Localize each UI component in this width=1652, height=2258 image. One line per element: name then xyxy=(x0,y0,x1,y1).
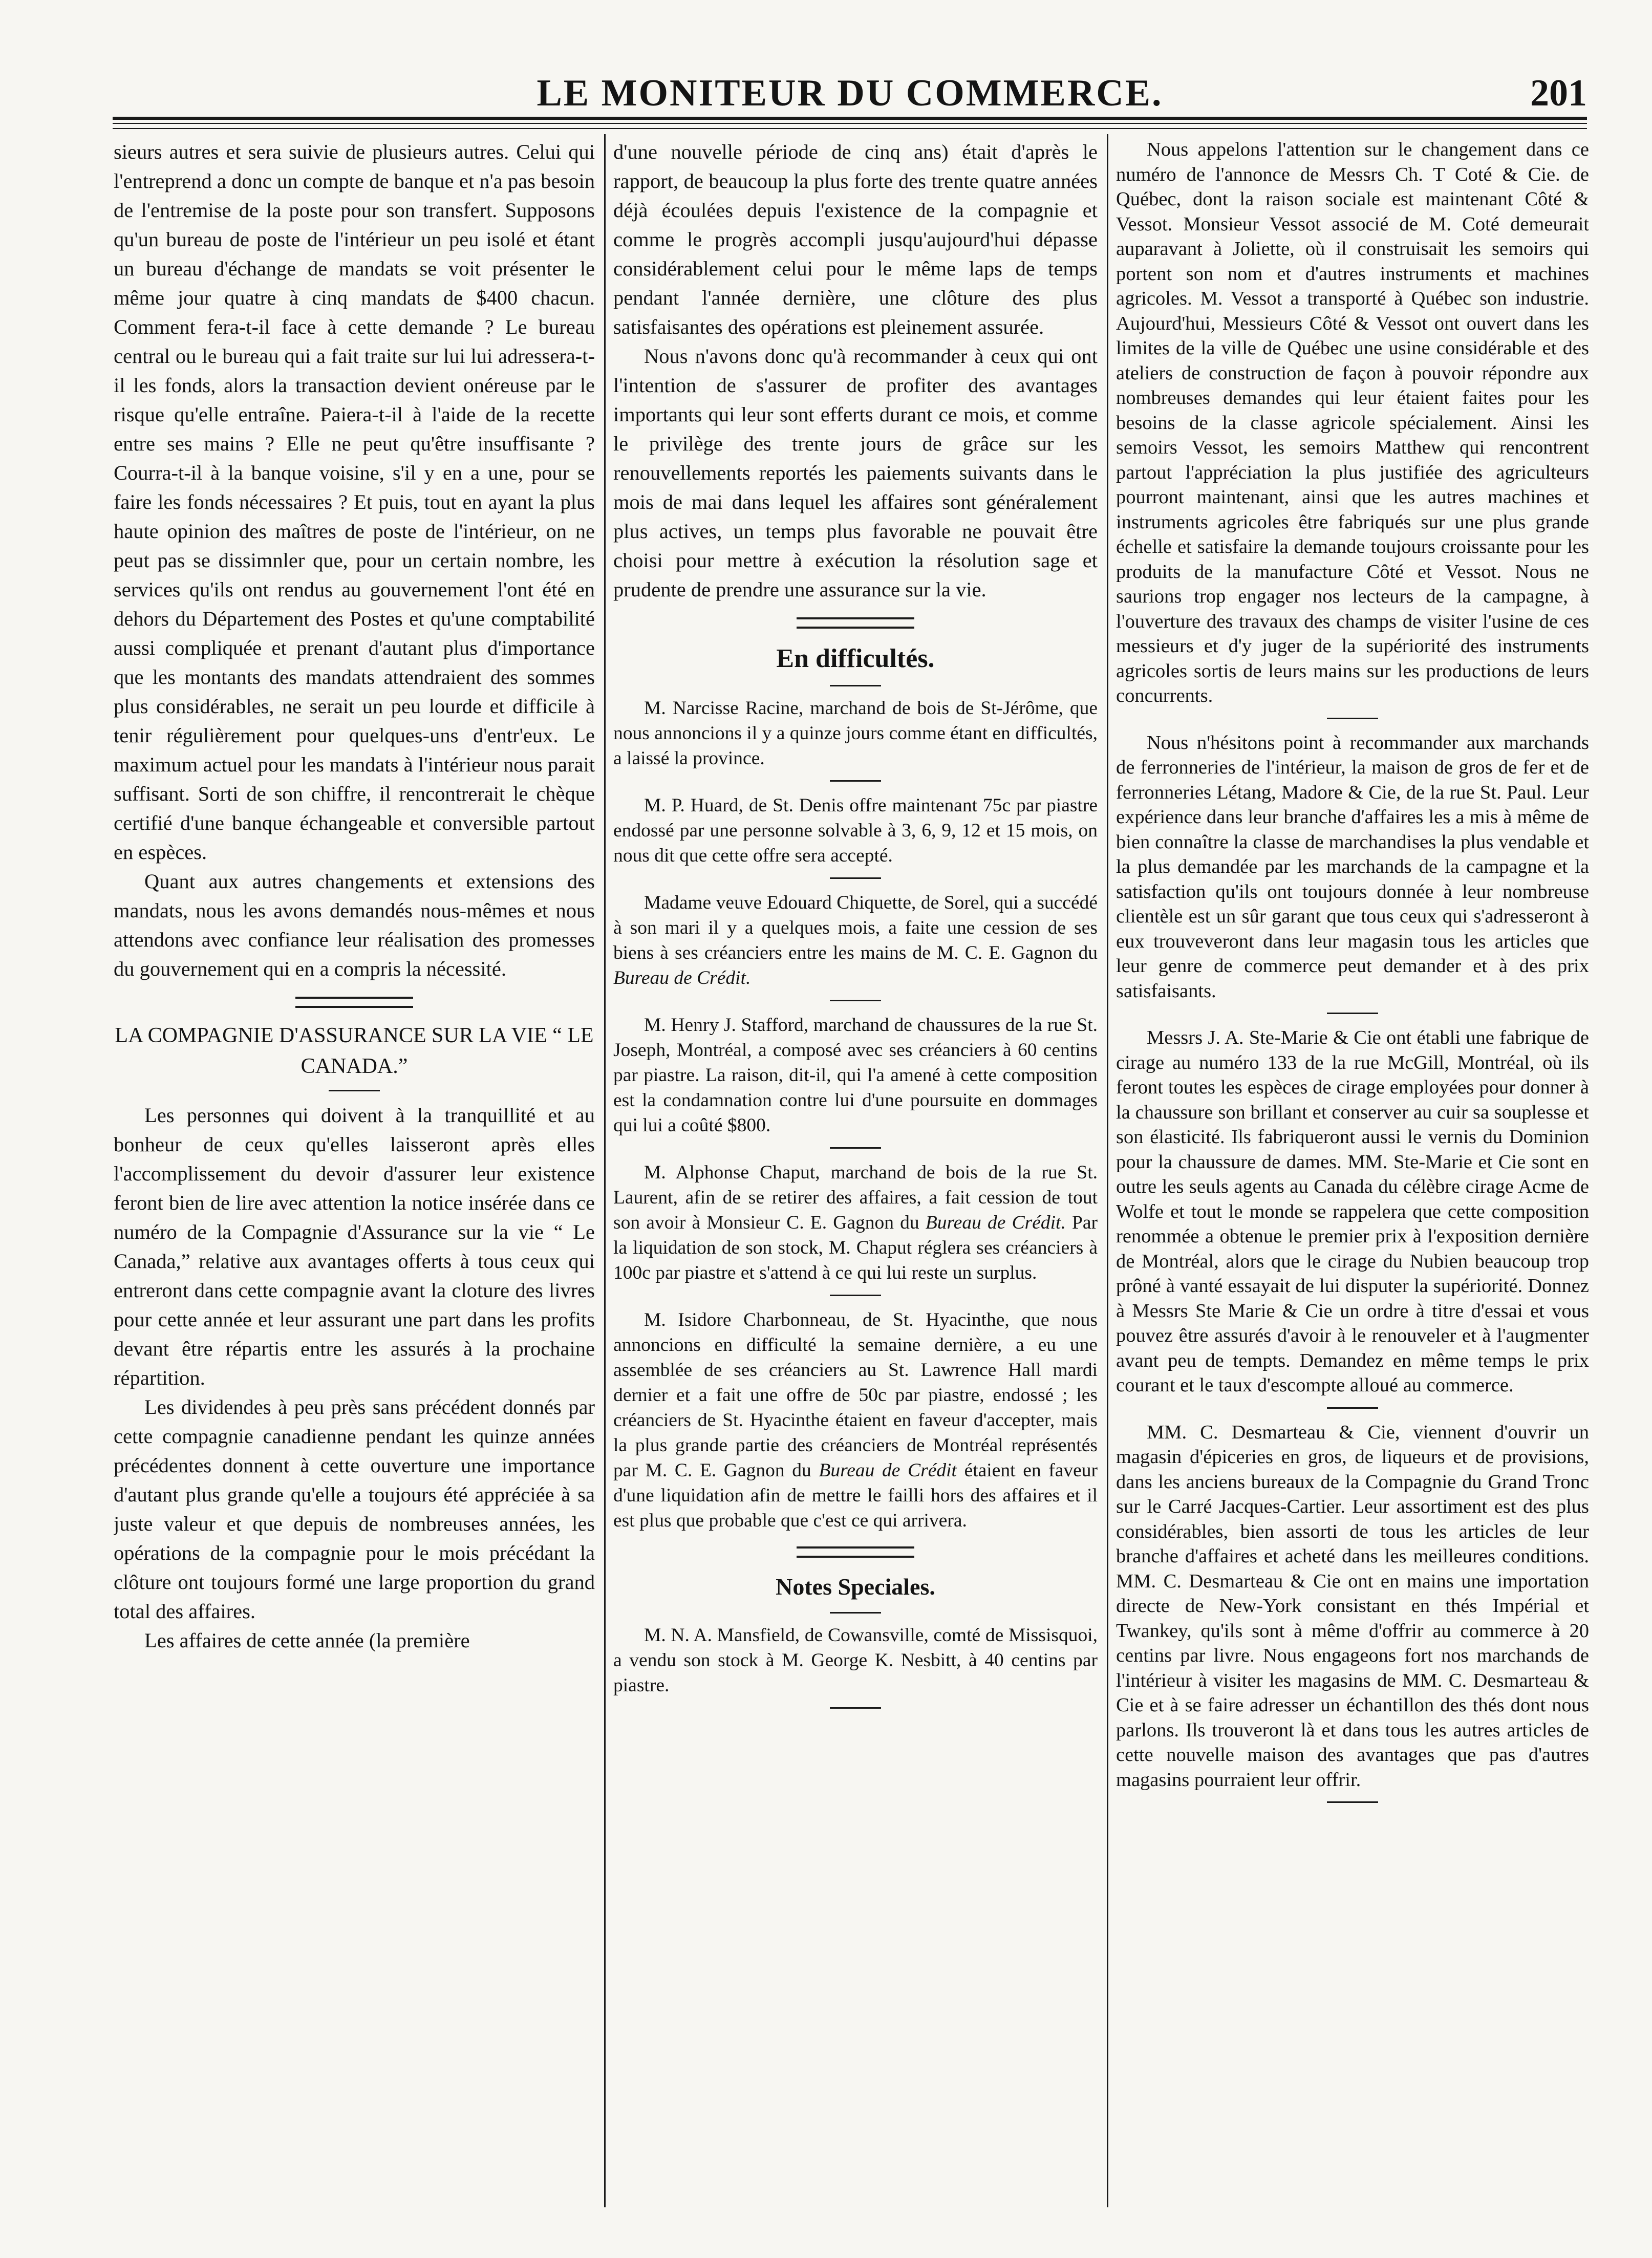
news-item xyxy=(613,1160,1098,1285)
news-item: M. P. Huard, de St. Denis offre maintenant 75c par piastre endossé par une personne solvable à 3, 6, 9, 12 et 15 mois, on nous dit que cette offre sera accepté. xyxy=(613,795,1098,866)
item-rule xyxy=(1327,1801,1378,1803)
paragraph: Les personnes qui doivent à la tranquillité et au bonheur de ceux qu'elles laisseront après elles l'accomplissement du devoir d'assurer leur existence feront bien de lire avec attention la notice insérée dans ce numéro de la Compagnie d'Assurance sur la vie “ Le Canada,” relative aux avantages offerts à tous ceux qui entreront dans cette compagnie avant la cloture des livres pour cette année et leur assurant une part dans les profits devant être répartis entre les assurés à la prochaine répartition. xyxy=(114,1104,595,1389)
paragraph: Les dividendes à peu près sans précédent donnés par cette compagnie canadienne pendant les quinze années précédentes donnent à cette ouverture une importance d'autant plus grande qu'elle a toujours été appréciée à sa juste valeur et que depuis de nombreuses années, les opérations de la compagnie pour le mois précédant la clôture ont toujours formé une large proportion du grand total des affaires. xyxy=(114,1395,595,1623)
news-text: Madame veuve Edouard Chiquette, de Sorel, qui a succédé à son mari il y a quelques mois, a faite une cession de ses biens à ses créanciers entre les mains de M. C. E. Gagnon du xyxy=(613,892,1098,963)
section-heading-difficultes: En difficultés. xyxy=(776,644,935,673)
heading-rule xyxy=(830,685,881,686)
news-text: M. Isidore Charbonneau, de St. Hyacinthe, que nous annoncions en difficulté la semaine dernière, a eu une assemblée de ses créanciers au St. Lawrence Hall mardi dernier et a fait une offre de 50c par piastre, endossé ; les créanciers de St. Hyacinthe étaient en faveur d'accepter, mais la plus grande partie des créanciers de Montréal représentés par M. C. E. Gagnon du xyxy=(613,1309,1098,1481)
item-rule xyxy=(1327,718,1378,719)
item-rule xyxy=(830,780,881,782)
item-rule xyxy=(1327,1013,1378,1014)
newspaper-title: LE MONITEUR DU COMMERCE. xyxy=(537,72,1163,114)
column-divider-1 xyxy=(604,134,606,2207)
news-text: M. Alphonse Chaput, marchand de bois de la rue St. Laurent, afin de se retirer des affaires, a fait cession de tout son avoir à Monsieur C. E. Gagnon du xyxy=(613,1162,1098,1233)
news-item xyxy=(613,890,1098,991)
publication-name: Bureau de Crédit. xyxy=(613,967,751,988)
news-text: Par la liquidation de son stock, M. Chaput réglera ses créanciers à 100c par piastre et s'attend à ce qui lui reste un surplus. xyxy=(613,1212,1098,1283)
notice: Messrs J. A. Ste-Marie & Cie ont établi une fabrique de cirage au numéro 133 de la rue McGill, Montréal, où ils feront toutes les espèces de cirage employées pour donner à la chaussure son brillant et conserver au cuir sa souplesse et son élasticité. Ils fabriqueront aussi le vernis du Dominion pour la chaussure de dames. MM. Ste-Marie et Cie sont en outre les seuls agents au Canada du célèbre cirage Acme de Wolfe et tout le monde se rappelera que cette composition renommée a obtenue le premier prix à l'exposition dernière de Montréal, alors que le cirage du Nubien beaucoup trop prôné à vanté essayait de lui disputer la supériorité. Donnez à Messrs Ste Marie & Cie un ordre à titre d'essai et vous pouvez être assurés d'avoir à le renouveler et à l'augmenter avant peu de tempts. Demandez en même temps le prix courant et le taux d'escompte alloué au commerce. xyxy=(1116,1027,1589,1396)
column-3 xyxy=(1116,137,1589,2216)
news-item: M. Narcisse Racine, marchand de bois de St-Jérôme, que nous annoncions il y a quinze jours comme étant en difficultés, a laissé la province. xyxy=(613,698,1098,769)
news-item xyxy=(613,1307,1098,1533)
item-rule xyxy=(1327,1407,1378,1409)
news-item: M. Henry J. Stafford, marchand de chaussures de la rue St. Joseph, Montréal, a composé avec ses créanciers à 60 centins par piastre. La raison, dit-il, qui l'a amené à cette composition est la condamnation contre lui d'une poursuite en dommages qui lui a coûté $800. xyxy=(613,1015,1098,1136)
notice: MM. C. Desmarteau & Cie, viennent d'ouvrir un magasin d'épiceries en gros, de liqueurs et de provisions, dans les anciens bureaux de la Compagnie du Grand Tronc sur le Carré Jacques-Cartier. Leur assortiment est des plus considérables, bien assorti de tous les articles de leur branche d'affaires et acheté dans les meilleures conditions. MM. C. Desmarteau & Cie ont en mains une importation directe de New-York consistant en thés Impérial et Twankey, qu'ils sont à même d'offrir au commerce à 20 centins par livre. Nous engageons fort nos marchands de l'intérieur à visiter les magasins de MM. C. Desmarteau & Cie et à se faire adresser un échantillon des thés dont nous parlons. Ils trouveront là et dans tous les autres articles de cette nouvelle maison des avantages que pas d'autres magasins pourraient leur offrir. xyxy=(1116,1421,1589,1791)
column-2 xyxy=(613,137,1098,2216)
item-rule xyxy=(830,877,881,879)
publication-name: Bureau de Crédit. xyxy=(925,1212,1066,1233)
article-heading: LA COMPAGNIE D'ASSURANCE SUR LA VIE “ LE CANADA.” xyxy=(115,1024,594,1078)
paragraph: Les affaires de cette année (la première xyxy=(144,1629,470,1652)
item-rule xyxy=(830,1707,881,1709)
item-rule xyxy=(830,1147,881,1149)
notice: Nous appelons l'attention sur le changement dans ce numéro de l'annonce de Messrs Ch. T Coté & Cie. de Québec, dont la raison sociale est maintenant Côté & Vessot. Monsieur Vessot associé de M. Coté demeurait auparavant à Joliette, où il construisait les semoirs qui portent son nom et d'autres instruments et machines agricoles. M. Vessot a transporté à Québec son industrie. Aujourd'hui, Messieurs Côté & Vessot ont ouvert dans les limites de la ville de Québec une usine considérable et des ateliers de construction de façon à pouvoir répondre aux nombreuses demandes qui leur étaient faites pour les besoins de la classe agricole spécialement. Ainsi les semoirs Vessot, les semoirs Matthew qui rencontrent partout l'appréciation la plus justifiée des agriculteurs pourront maintenant, ainsi que les autres machines et instruments agricoles être fabriqués sur une plus grande échelle et satisfaire la demande toujours croissante pour les produits de la manufacture Côté et Vessot. Nous ne saurions trop engager nos lecteurs de la campagne, à l'ouverture des travaux des champs de visiter l'usine de ces messieurs et d'y juger de la supériorité des instruments agricoles sortis de leurs mains sur les productions de leurs concurrents. xyxy=(1116,139,1589,706)
publication-name: Bureau de Crédit xyxy=(819,1460,957,1481)
header-rule-thin-1 xyxy=(113,123,1587,124)
page-number: 201 xyxy=(1530,72,1587,114)
item-rule xyxy=(830,1000,881,1001)
news-item: M. N. A. Mansfield, de Cowansville, comté de Missisquoi, a vendu son stock à M. George K. Nesbitt, à 40 centins par piastre. xyxy=(613,1625,1098,1696)
section-separator xyxy=(797,617,914,629)
heading-rule xyxy=(329,1090,380,1091)
section-separator xyxy=(797,1546,914,1558)
paragraph: d'une nouvelle période de cinq ans) était d'après le rapport, de beaucoup la plus forte des trente quatre années déjà écoulées depuis l'existence de la compagnie et comme le progrès accompli jusqu'aujourd'hui dépasse considérablement celui pour le même laps de temps pendant l'année dernière, une clôture des plus satisfaisantes des opérations est pleinement assurée. xyxy=(613,140,1098,338)
notice: Nous n'hésitons point à recommander aux marchands de ferronneries de l'intérieur, la maison de gros de fer et de ferronneries Létang, Madore & Cie, de la rue St. Paul. Leur expérience dans leur branche d'affaires les a mis à même de bien connaître la classe de marchandises la plus vendable et la plus demandée par les marchands de la campagne et la satisfaction qu'ils ont toujours donnée à leur nombreuse clientèle est un sûr garant que tous ceux qui s'adresseront à eux trouveveront dans leur magasin tous les articles que leur genre de commerce peut demander et à des prix satisfaisants. xyxy=(1116,732,1589,1002)
paragraph: sieurs autres et sera suivie de plusieurs autres. Celui qui l'entreprend a donc un compte de banque et n'a pas besoin de l'entremise de la poste pour son transfert. Supposons qu'un bureau de poste de l'intérieur un peu isolé et étant un bureau d'échange de mandats se voit présenter le même jour quatre à cinq mandats de $400 chacun. Comment fera-t-il face à cette demande ? Le bureau central ou le bureau qui a fait traite sur lui lui adressera-t-il les fonds, alors la transaction devient onéreuse par le risque qu'elle entraîne. Paiera-t-il à l'aide de la recette entre ses mains ? Elle ne peut qu'être insuffisante ? Courra-t-il à la banque voisine, s'il y en a une, pour se faire les fonds nécessaires ? Et puis, tout en ayant la plus haute opinion des maîtres de poste de l'intérieur, on ne peut pas se dissimnler que, pour un certain nombre, les services qu'ils ont rendus au gouvernement l'ont été en dehors du Département des Postes et qu'une comptabilité aussi compliquée et prenant d'autant plus d'importance que les montants des mandats attendraient des sommes plus considérables, ne serait un peu lourde et difficile à tenir régulièrement pour quelques-uns d'entr'eux. Le maximum actuel pour les mandats à l'intérieur nous parait suffisant. Sorti de son chiffre, il rencontrerait le chèque certifié d'une banque échangeable et conversible partout en espèces. xyxy=(114,140,595,864)
paragraph: Nous n'avons donc qu'à recommander à ceux qui ont l'intention de s'assurer de profiter des avantages importants qui leur sont efferts durant ce mois, et comme le privilège des trente jours de grâce sur les renouvellements reportés les paiements suivants dans le mois de mai dans lequel les affaires sont généralement plus actives, un temps plus favorable ne pouvait être choisi pour mettre à exécution la résolution sage et prudente de prendre une assurance sur la vie. xyxy=(613,345,1098,601)
item-rule xyxy=(830,1295,881,1296)
heading-rule xyxy=(830,1612,881,1614)
section-separator xyxy=(295,997,413,1008)
column-1 xyxy=(114,137,595,2216)
header-rule-thick xyxy=(113,117,1587,120)
paragraph: Quant aux autres changements et extensions des mandats, nous les avons demandés nous-mêmes et nous attendons avec confiance leur réalisation des promesses du gouvernement qui en a compris la nécessité. xyxy=(114,870,595,980)
news-text: étaient en faveur d'une liquidation afin de mettre le failli hors des affaires et il est plus que probable que c'est ce qui arrivera. xyxy=(613,1460,1098,1531)
section-heading-notes: Notes Speciales. xyxy=(776,1574,935,1600)
column-divider-2 xyxy=(1107,134,1108,2207)
header-rule-thin-2 xyxy=(113,128,1587,129)
